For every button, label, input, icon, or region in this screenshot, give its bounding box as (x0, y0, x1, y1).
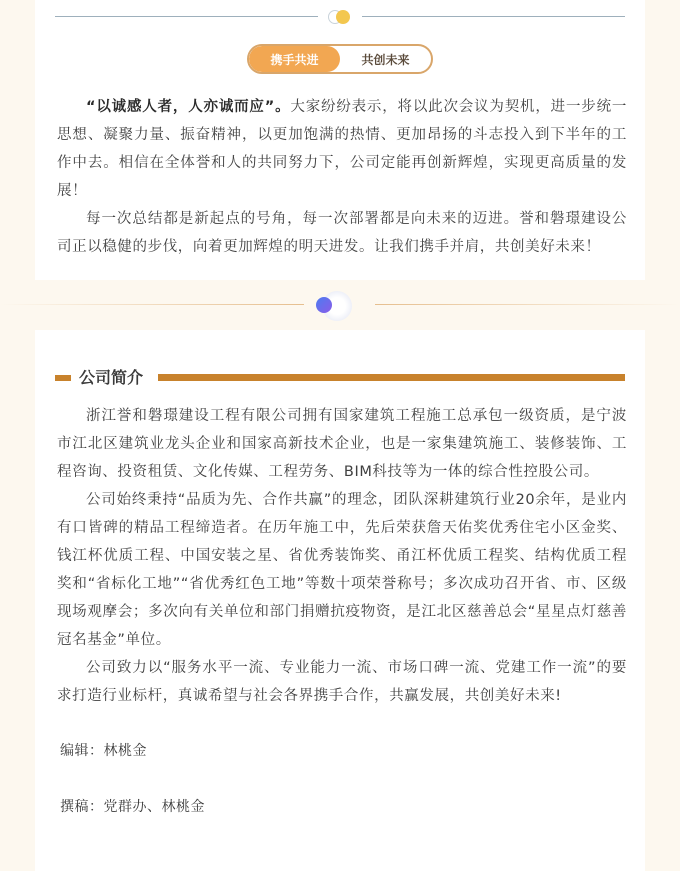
divider-line-left (0, 304, 304, 305)
company-paragraph-3: 公司致力以“服务水平一流、专业能力一流、市场口碑一流、党建工作一流”的要求打造行业标杆，真诚希望与社会各界携手合作，共赢发展，共创美好未来! (57, 660, 627, 704)
top-divider (55, 10, 625, 24)
section-header (55, 366, 625, 390)
intro-quote: “以诚感人者，人亦诚而应”。 (86, 99, 291, 115)
intro-paragraph-2: 每一次总结都是新起点的号角，每一次部署都是向未来的迈进。誉和磐璟建设公司正以稳健的步伐，向着更加辉煌的明天进发。让我们携手并肩，共创美好未来！ (57, 211, 627, 255)
company-paragraph-1: 浙江誉和磐璟建设工程有限公司拥有国家建筑工程施工总承包一级资质，是宁波市江北区建筑业龙头企业和国家高新技术企业，也是一家集建筑施工、装修装饰、工程咨询、投资租赁、文化传媒、工程劳务、BIM科技等为一体的综合性控股公司。 (57, 408, 627, 480)
editor-credit: 编辑：林桃金 (60, 743, 147, 759)
divider-line-right (375, 304, 680, 305)
tab-together[interactable]: 携手共进 (249, 46, 340, 72)
divider-line-right (362, 16, 625, 17)
intro-paragraph-1 (57, 93, 627, 205)
intro-paragraph-1-text: 大家纷纷表示，将以此次会议为契机，进一步统一思想、凝聚力量、振奋精神，以更加饱满的热情、更加昂扬的斗志投入到下半年的工作中去。相信在全体誉和人的共同努力下，公司定能再创新辉煌，实现更高质量的发展！ (57, 99, 627, 199)
tab-switcher (247, 44, 433, 74)
gold-circle-ornament-icon (336, 10, 350, 24)
header-bar-left (55, 375, 71, 381)
middle-divider (0, 290, 680, 320)
tab-future[interactable]: 共创未来 (361, 52, 410, 67)
section-title: 公司简介 (79, 368, 144, 387)
writer-credit: 撰稿：党群办、林桃金 (60, 799, 205, 815)
header-bar-right (158, 374, 625, 381)
company-paragraph-2: 公司始终秉持“品质为先、合作共赢”的理念，团队深耕建筑行业20余年，是业内有口皆碑的精品工程缔造者。在历年施工中，先后荣获詹天佑奖优秀住宅小区金奖、钱江杯优质工程、中国安装之星、省优秀装饰奖、甬江杯优质工程奖、结构优质工程奖和“省标化工地”“省优秀红色工地”等数十项荣誉称号；多次成功召开省、市、区级现场观摩会；多次向有关单位和部门捐赠抗疫物资，是江北区慈善总会“星星点灯慈善冠名基金”单位。 (57, 492, 627, 648)
divider-line-left (55, 16, 318, 17)
gradient-dot-ornament-icon (316, 297, 332, 313)
